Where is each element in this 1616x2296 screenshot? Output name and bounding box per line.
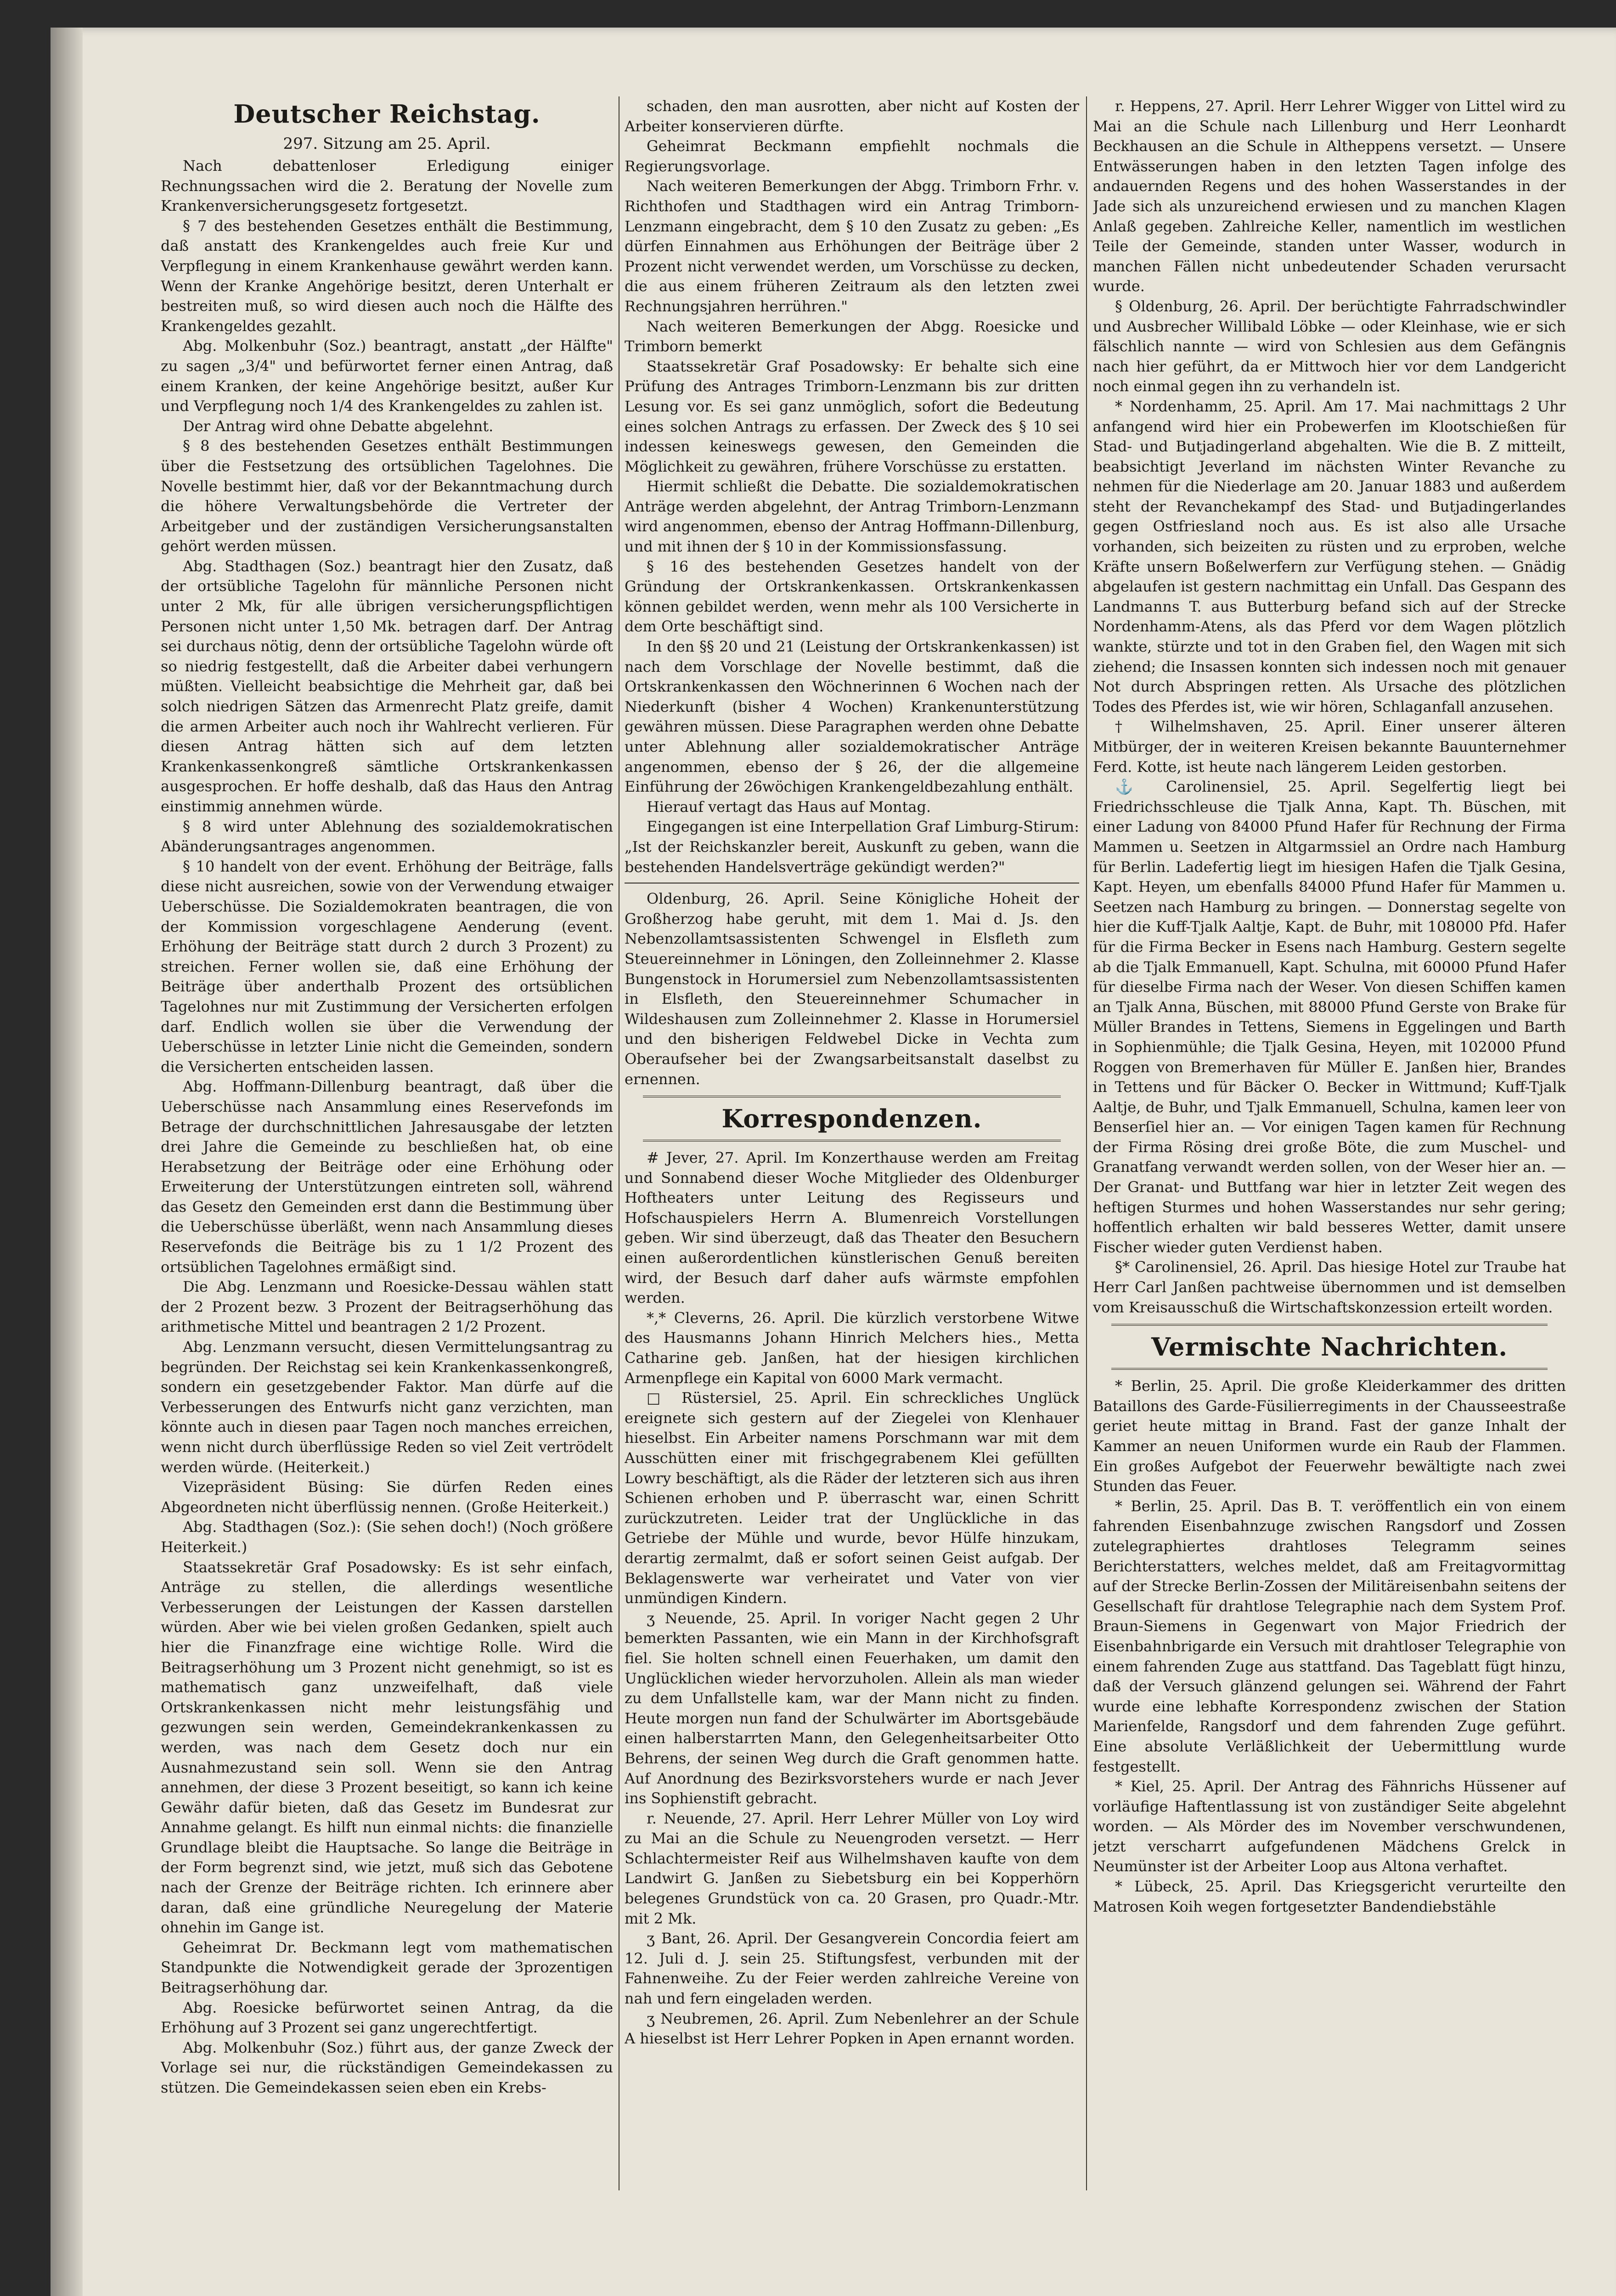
paragraph: schaden, den man ausrotten, aber nicht auf Kosten der Arbeiter konservieren dürfte. — [625, 97, 1079, 135]
paragraph: Abg. Molkenbuhr (Soz.) führt aus, der ganze Zweck der Vorlage sei nur, die rückständigen Gemeindekassen zu stützen. Die Gemeindekassen seien eben ein Krebs- — [161, 2038, 613, 2096]
paragraph: Staatssekretär Graf Posadowsky: Er behalte sich eine Prüfung des Antrages Trimborn-Lenzmann bis zur dritten Lesung vor. Es sei ganz unmöglich, sofort die Bedeutung eines solchen Antrags zu erfassen. Der Zweck des § 10 sei indessen keineswegs gewesen, den Gemeinden die Möglichkeit zu gewähren, frühere Vorschüsse zu erstatten. — [625, 357, 1079, 475]
section-heading-korrespondenzen: Korrespondenzen. — [721, 1104, 982, 1134]
column-middle — [625, 96, 1079, 2190]
article-body — [625, 96, 1079, 877]
news-list — [1093, 1376, 1566, 1917]
report-item: † Wilhelmshaven, 25. April. Einer unserer älteren Mitbürger, der in weiteren Kreisen bekannte Bauunternehmer Ferd. Kotte, ist heute nach längerem Leiden gestorben. — [1093, 718, 1566, 776]
news-item: * Berlin, 25. April. Das B. T. veröffentlich ein von einem fahrenden Eisenbahnzuge zwischen Rangsdorf und Zossen zutelegraphiertes drahtloses Telegramm seines Berichterstatters, welches meldet, daß am Freitagvormittag auf der Strecke Berlin-Zossen der Militäreisenbahn seitens der Gesellschaft für drahtlose Telegraphie nach dem System Prof. Braun-Siemens in Gegenwart von Major Friedrich der Eisenbahnbrigarde ein Versuch mit drahtloser Telegraphie von einem fahrenden Zuge aus stattfand. Das Tageblatt fügt hinzu, daß der Versuch glänzend gelungen sei. Während der Fahrt wurde eine lebhafte Korrespondenz zwischen der Station Marienfelde, Rangsdorf und dem fahrenden Zuge geführt. Eine absolute Verläßlichkeit der Uebermittlung wurde festgestellt. — [1093, 1497, 1566, 1775]
column-divider — [1086, 96, 1087, 2190]
divider — [1111, 1368, 1548, 1370]
column-reichstag — [161, 96, 613, 2190]
paragraph: Eingegangen ist eine Interpellation Graf Limburg-Stirum: „Ist der Reichskanzler bereit, Auskunft zu geben, wann die bestehenden Handelsverträge gekündigt werden?" — [625, 818, 1079, 876]
paragraph: § 8 wird unter Ablehnung des sozialdemokratischen Abänderungsantrages angenommen. — [161, 817, 613, 855]
paragraph: Der Antrag wird ohne Debatte abgelehnt. — [183, 417, 494, 435]
paragraph: § 8 des bestehenden Gesetzes enthält Bestimmungen über die Festsetzung des ortsüblichen Tagelohnes. Die Novelle bestimmt hier, daß vor der Bekanntmachung durch die höhere Verwaltungsbehörde die Vertreter der Arbeitgeber und der zuständigen Versicherungsanstalten gehört werden müssen. — [161, 437, 613, 555]
page-binding-edge — [51, 28, 83, 2296]
paragraph: Nach debattenloser Erledigung einiger Rechnungssachen wird die 2. Beratung der Novelle zum Krankenversicherungsgesetz fortgesetzt. — [161, 157, 613, 215]
reports-list — [1093, 96, 1566, 1317]
paragraph: Die Abg. Lenzmann und Roesicke-Dessau wählen statt der 2 Prozent bezw. 3 Prozent der Beitragserhöhung das arithmetische Mittel und beantragen 2 1/2 Prozent. — [161, 1278, 613, 1336]
column-right — [1093, 96, 1566, 2190]
report-item: § Oldenburg, 26. April. Der berüchtigte Fahrradschwindler und Ausbrecher Willibald Löbke — oder Kleinhase, wie er sich fälschlich nannte — wird von Schlesien aus dem Gefängnis nach hier geführt, da er Mittwoch hier vor dem Landgericht noch einmal gegen ihn zu verhandeln ist. — [1093, 297, 1566, 395]
report-item: * Nordenhamm, 25. April. Am 17. Mai nachmittags 2 Uhr anfangend wird hier ein Probewerfen im Klootschießen für Stad- und Butjadingerland abgehalten. Wie die B. Z mitteilt, beabsichtigt Jeverland im nächsten Winter Revanche zu nehmen für die Niederlage am 20. Januar 1883 und außerdem steht der Revanchekampf des Stad- und Butjadingerlandes gegen Ostfriesland noch aus. Es ist also alle Ursache vorhanden, sich beizeiten zu rüsten und zu erproben, welche Kräfte unsern Boßelwerfern zur Verfügung stehen. — Gnädig abgelaufen ist gestern nachmittag ein Unfall. Das Gespann des Landmanns T. aus Butterburg befand sich auf der Strecke Nordenhamm-Atens, als das Pferd vor dem Wagen plötzlich wankte, stürzte und tot in den Graben fiel, den Wagen mit sich ziehend; die Insassen konnten sich indessen noch mit genauer Not durch Abspringen retten. Als Ursache des plötzlichen Todes des Pferdes ist, wie wir hören, Schlaganfall anzusehen. — [1093, 397, 1566, 715]
news-item: * Kiel, 25. April. Der Antrag des Fähnrichs Hüssener auf vorläufige Haftentlassung ist von zuständiger Seite abgelehnt worden. — Als Mörder des im November verschwundenen, jetzt verscharrt aufgefundenen Mädchens Grelck in Neumünster ist der Arbeiter Loop aus Altona verhaftet. — [1093, 1778, 1566, 1875]
paragraph: § 7 des bestehenden Gesetzes enthält die Bestimmung, daß anstatt des Krankengeldes auch freie Kur und Verpflegung in einem Krankenhause gewährt werden kann. Wenn der Kranke Angehörige besitzt, deren Unterhalt er bestreiten muß, so wird diesen auch noch die Hälfte des Krankengeldes gezahlt. — [161, 217, 613, 335]
paragraph: Abg. Molkenbuhr (Soz.) beantragt, anstatt „der Hälfte" zu sagen „3/4" und befürwortet ferner einen Antrag, daß einem Kranken, der keine Angehörige besitzt, außer Kur und Verpflegung noch 1/4 des Krankengeldes zu zahlen ist. — [161, 337, 613, 415]
report-item: # Jever, 27. April. Im Konzerthause werden am Freitag und Sonnabend dieser Woche Mitglieder des Oldenburger Hoftheaters unter Leitung des Regisseurs und Hofschauspielers Herrn A. Blumenreich Vorstellungen geben. Wir sind überzeugt, daß das Theater den Besuchern einen außerordentlichen künstlerischen Genuß bereiten wird, der Besuch darf daher aufs wärmste empfohlen werden. — [625, 1149, 1079, 1307]
reports-list — [625, 1148, 1079, 2049]
divider — [643, 1140, 1061, 1142]
paragraph: Vizepräsident Büsing: Sie dürfen Reden eines Abgeordneten nicht überflüssig nennen. (Große Heiterkeit.) — [161, 1478, 613, 1516]
paragraph: Geheimrat Beckmann empfiehlt nochmals die Regierungsvorlage. — [625, 137, 1079, 175]
report-item: *,* Cleverns, 26. April. Die kürzlich verstorbene Witwe des Hausmanns Johann Hinrich Melchers hies., Metta Catharine geb. Janßen, hat der hiesigen kirchlichen Armenpflege ein Kapital von 6000 Mark vermacht. — [625, 1309, 1079, 1387]
news-item: * Lübeck, 25. April. Das Kriegsgericht verurteilte den Matrosen Koih wegen fortgesetzter Bandendiebstähle — [1093, 1878, 1566, 1915]
paragraph: § 16 des bestehenden Gesetzes handelt von der Gründung der Ortskrankenkassen. Ortskrankenkassen können gebildet werden, wenn mehr als 100 Versicherte in dem Orte beschäftigt sind. — [625, 557, 1079, 636]
session-subheading: 297. Sitzung am 25. April. — [283, 135, 491, 153]
paragraph: Nach weiteren Bemerkungen der Abgg. Trimborn Frhr. v. Richthofen und Stadthagen wird ein Antrag Trimborn-Lenzmann eingebracht, dem § 10 den Zusatz zu geben: „Es dürfen Einnahmen aus Erhöhungen der Beiträge über 2 Prozent nicht verwendet werden, um Vorschüsse zu decken, die aus einem früheren Zeitraum als den letzten zwei Rechnungsjahren herrühren." — [625, 177, 1079, 315]
divider — [643, 1096, 1061, 1097]
report-item: ⚓ Carolinensiel, 25. April. Segelfertig liegt bei Friedrichsschleuse die Tjalk Anna, Kapt. Th. Büschen, mit einer Ladung von 84000 Pfund Hafer für Rechnung der Firma Mammen u. Seetzen in Altgarmssiel an Ordre nach Hamburg für Berlin. Ladefertig liegt im hiesigen Hafen die Tjalk Gesina, Kapt. Heyen, um ebenfalls 84000 Pfund Hafer für Mammen u. Seetzen nach Hamburg zu bringen. — Donnerstag segelte von hier die Kuff-Tjalk Aaltje, Kapt. de Buhr, mit 108000 Pfd. Hafer für die Firma Becker in Esens nach Hamburg. Gestern segelte ab die Tjalk Emmanuell, Kapt. Schulna, mit 60000 Pfund Hafer für dieselbe Firma nach der Weser. Von diesen Schiffen kamen an Tjalk Anna, Büschen, mit 88000 Pfund Gerste von Brake für Müller Brandes in Tettens, Siemens in Eggelingen und Barth in Sophienmühle; die Tjalk Gesina, Heyen, mit 102000 Pfund Roggen von Bremerhaven für Müller E. Janßen hier, Brandes in Tettens und für Bäcker O. Becker in Wittmund; Kuff-Tjalk Aaltje, de Buhr, und Tjalk Emmanuell, Schulna, kamen leer von Benserſiel hier an. — Vor einigen Tagen kamen für Rechnung der Firma Rösing drei große Böte, die zum Muschel- und Granatfang verwandt werden sollen, von der Weser hier an. — Der Granat- und Buttfang war hier in letzter Zeit wegen des heftigen Sturmes und hohen Wasserstandes nur sehr gering; hoffentlich erhalten wir bald besseres Wetter, damit unsere Fischer wieder guten Verdienst haben. — [1093, 778, 1566, 1256]
section-heading-reichstag: Deutscher Reichstag. — [233, 99, 541, 129]
report-item: ʒ Neubremen, 26. April. Zum Nebenlehrer an der Schule A hieselbst ist Herr Lehrer Popken in Apen ernannt worden. — [625, 2009, 1079, 2048]
divider — [625, 883, 1079, 884]
divider — [1111, 1324, 1548, 1326]
oldenburg-notice: Oldenburg, 26. April. Seine Königliche Hoheit der Großherzog habe geruht, mit dem 1. Mai d. Js. den Nebenzollamtsassistenten Schwengel in Elsfleth zum Steuereinnehmer in Löningen, den Zolleinnehmer 2. Klasse Bungenstock in Horumersiel zum Nebenzollamtsassistenten in Elsfleth, den Steuereinnehmer Schumacher in Wildeshausen zum Zolleinnehmer 2. Klasse in Horumersiel und den bisherigen Feldwebel Dicke in Vechta zum Oberaufseher bei der Zwangsarbeitsanstalt daselbst zu ernennen. — [625, 890, 1079, 1088]
paragraph: Abg. Stadthagen (Soz.) beantragt hier den Zusatz, daß der ortsübliche Tagelohn für männliche Personen nicht unter 2 Mk, für alle übrigen versicherungspflichtigen Personen nicht unter 1,50 Mk. betragen darf. Der Antrag sei durchaus nötig, denn der ortsübliche Tagelohn würde oft so niedrig festgestellt, daß die Arbeiter dabei verhungern müßten. Vielleicht beabsichtige die Mehrheit gar, daß bei solch niedrigen Sätzen das Armenrecht Platz greife, damit die armen Arbeiter auch noch ihr Wahlrecht verlieren. Für diesen Antrag hätten sich auf dem letzten Krankenkassenkongreß sämtliche Ortskrankenkassen ausgesprochen. Er hoffe deshalb, daß das Haus den Antrag einstimmig annehmen würde. — [161, 557, 613, 815]
paragraph: Staatssekretär Graf Posadowsky: Es ist sehr einfach, Anträge zu stellen, die allerdings wesentliche Verbesserungen der Leistungen der Kassen darstellen würden. Aber wie bei vielen großen Gedanken, spielt auch hier die Finanzfrage eine wichtige Rolle. Wird die Beitragserhöhung um 3 Prozent nicht genehmigt, so ist es mathematisch ganz unzweifelhaft, daß viele Ortskrankenkassen nicht mehr leistungsfähig und gezwungen sein werden, Gemeindekrankenkassen zu werden, was nach dem Gesetz doch nur ein Ausnahmezustand sein soll. Wenn sie den Antrag annehmen, der diese 3 Prozent beseitigt, so kann ich keine Gewähr dafür bieten, daß das Gesetz im Bundesrat zur Annahme gelangt. Es hilft nun einmal nichts: die finanzielle Grundlage bleibt die Hauptsache. So lange die Beiträge in der Form begrenzt sind, wie jetzt, muß sich das Gebotene nach der Grenze der Beiträge richten. Ich erinnere aber daran, daß eine gründliche Neuregelung der Materie ohnehin im Gange ist. — [161, 1558, 613, 1936]
report-item: ʒ Bant, 26. April. Der Gesangverein Concordia feiert am 12. Juli d. J. sein 25. Stiftungsfest, verbunden mit der Fahnenweihe. Zu der Feier werden zahlreiche Vereine von nah und fern eingeladen werden. — [625, 1930, 1079, 2008]
news-item: * Berlin, 25. April. Die große Kleiderkammer des dritten Bataillons des Garde-Füsilierregiments in der Chausseestraße geriet heute mittag in Brand. Fast der ganze Inhalt der Kammer an neuen Uniformen wurde ein Raub der Flammen. Ein großes Aufgebot der Feuerwehr bewältigte nach zwei Stunden das Feuer. — [1093, 1377, 1566, 1495]
report-item: r. Neuende, 27. April. Herr Lehrer Müller von Loy wird zu Mai an die Schule zu Neuengroden versetzt. — Herr Schlachtermeister Reif aus Wilhelmshaven kaufte von dem Landwirt G. Janßen zu Siebetsburg ein bei Kopperhörn belegenes Grundstück von ca. 20 Grasen, pro Quadr.-Mtr. mit 2 Mk. — [625, 1809, 1079, 1927]
paragraph: § 10 handelt von der event. Erhöhung der Beiträge, falls diese nicht ausreichen, sowie von der Verwendung etwaiger Ueberschüsse. Die Sozialdemokraten beantragen, die von der Kommission vorgeschlagene Aenderung (event. Erhöhung der Beiträge statt durch 2 durch 3 Prozent) zu streichen. Ferner wollen sie, daß eine Erhöhung der Beiträge über anderthalb Prozent des ortsüblichen Tagelohnes nur mit Zustimmung der Versicherten erfolgen darf. Endlich wollen sie über die Verwendung der Ueberschüsse in letzter Linie nicht die Gemeinden, sondern die Versicherten entscheiden lassen. — [161, 857, 613, 1075]
paragraph: In den §§ 20 und 21 (Leistung der Ortskrankenkassen) ist nach dem Vorschlage der Novelle bestimmt, daß die Ortskrankenkassen den Wöchnerinnen 6 Wochen nach der Niederkunft (bisher 4 Wochen) Krankenunterstützung gewähren müssen. Diese Paragraphen werden ohne Debatte unter Ablehnung aller sozialdemokratischer Anträge angenommen, ebenso der § 26, der die allgemeine Einführung der 26wöchigen Krankengeldbezahlung enthält. — [625, 638, 1079, 796]
paragraph: Nach weiteren Bemerkungen der Abgg. Roesicke und Trimborn bemerkt — [625, 317, 1079, 355]
paragraph: Abg. Roesicke befürwortet seinen Antrag, da die Erhöhung auf 3 Prozent sei ganz ungerechtfertigt. — [161, 1998, 613, 2037]
paragraph: Abg. Lenzmann versucht, diesen Vermittelungsantrag zu begründen. Der Reichstag sei kein Krankenkassenkongreß, sondern ein gesetzgebender Faktor. Man dürfe auf die Verbesserungen des Entwurfs nicht ganz verzichten, man könnte auch in diesen paar Tagen noch manches erreichen, wenn nicht durch überflüssige Reden so viel Zeit vertrödelt werden würde. (Heiterkeit.) — [161, 1338, 613, 1476]
paragraph: Geheimrat Dr. Beckmann legt vom mathematischen Standpunkte die Notwendigkeit gerade der 3prozentigen Beitragserhöhung dar. — [161, 1938, 613, 1997]
report-item: §* Carolinensiel, 26. April. Das hiesige Hotel zur Traube hat Herr Carl Janßen pachtweise übernommen und ist demselben vom Kreisausschuß die Wirtschaftskonzession erteilt worden. — [1093, 1258, 1566, 1316]
paragraph: Hierauf vertagt das Haus auf Montag. — [647, 798, 931, 816]
report-item: ʒ Neuende, 25. April. In voriger Nacht gegen 2 Uhr bemerkten Passanten, wie ein Mann in der Kirchhofsgraft fiel. Sie holten schnell einen Feuerhaken, um damit den Unglücklichen wieder hervorzuholen. Allein als man wieder zu dem Unfallstelle kam, war der Mann nicht zu finden. Heute morgen nun fand der Schulwärter im Abortsgebäude einen halberstarrten Mann, den Gelegenheitsarbeiter Otto Behrens, der seinen Weg durch die Graft genommen hatte. Auf Anordnung des Bezirksvorstehers wurde er nach Jever ins Sophienstift gebracht. — [625, 1609, 1079, 1807]
paragraph: Hiermit schließt die Debatte. Die sozialdemokratischen Anträge werden abgelehnt, der Antrag Trimborn-Lenzmann wird angenommen, ebenso der Antrag Hoffmann-Dillenburg, und mit ihnen der § 10 in der Kommissionsfassung. — [625, 478, 1079, 556]
report-item: r. Heppens, 27. April. Herr Lehrer Wigger von Littel wird zu Mai an die Schule nach Lillenburg und Herr Leonhardt Beckhausen an die Schule in Altheppens versetzt. — Unsere Entwässerungen haben in den letzten Tagen infolge des andauernden Regens und des hohen Wasserstandes in der Jade sich als unzureichend erwiesen und zu manchen Klagen Anlaß gegeben. Zahlreiche Keller, namentlich im westlichen Teile der Gemeinde, standen unter Wasser, wodurch in manchen Fällen nicht unbedeutender Schaden verursacht wurde. — [1093, 97, 1566, 295]
article-body — [161, 156, 613, 2098]
paragraph: Abg. Stadthagen (Soz.): (Sie sehen doch!) (Noch größere Heiterkeit.) — [161, 1518, 613, 1556]
report-item: □ Rüstersiel, 25. April. Ein schreckliches Unglück ereignete sich gestern auf der Ziegelei von Klenhauer hieselbst. Ein Arbeiter namens Porschmann war mit dem Ausschütten einer mit frischgegrabenem Klei gefüllten Lowry beschäftigt, als die Räder der letzteren sich aus ihren Schienen erhoben und P. überrascht war, einen Schritt zurückzutreten. Leider trat der Unglückliche in das Getriebe der Mühle und wurde, bevor Hülfe hinzukam, derartig zermalmt, daß er sofort seinen Geist aufgab. Der Beklagenswerte war verheiratet und Vater von vier unmündigen Kindern. — [625, 1389, 1079, 1607]
paragraph: Abg. Hoffmann-Dillenburg beantragt, daß über die Ueberschüsse nach Ansammlung eines Reservefonds im Betrage der durchschnittlichen Jahresausgabe der letzten drei Jahre die Gemeinde zu beschließen hat, ob eine Herabsetzung der Beiträge oder eine Erhöhung oder Erweiterung der Unterstützungen eintreten soll, während das Gesetz den Gemeinden erst dann die Bestimmung über die Ueberschüsse überläßt, wenn nach Ansammlung dieses Reservefonds die Beiträge bis zu 1 1/2 Prozent des ortsüblichen Tagelohnes ermäßigt sind. — [161, 1078, 613, 1276]
section-heading-vermischte: Vermischte Nachrichten. — [1151, 1332, 1508, 1362]
